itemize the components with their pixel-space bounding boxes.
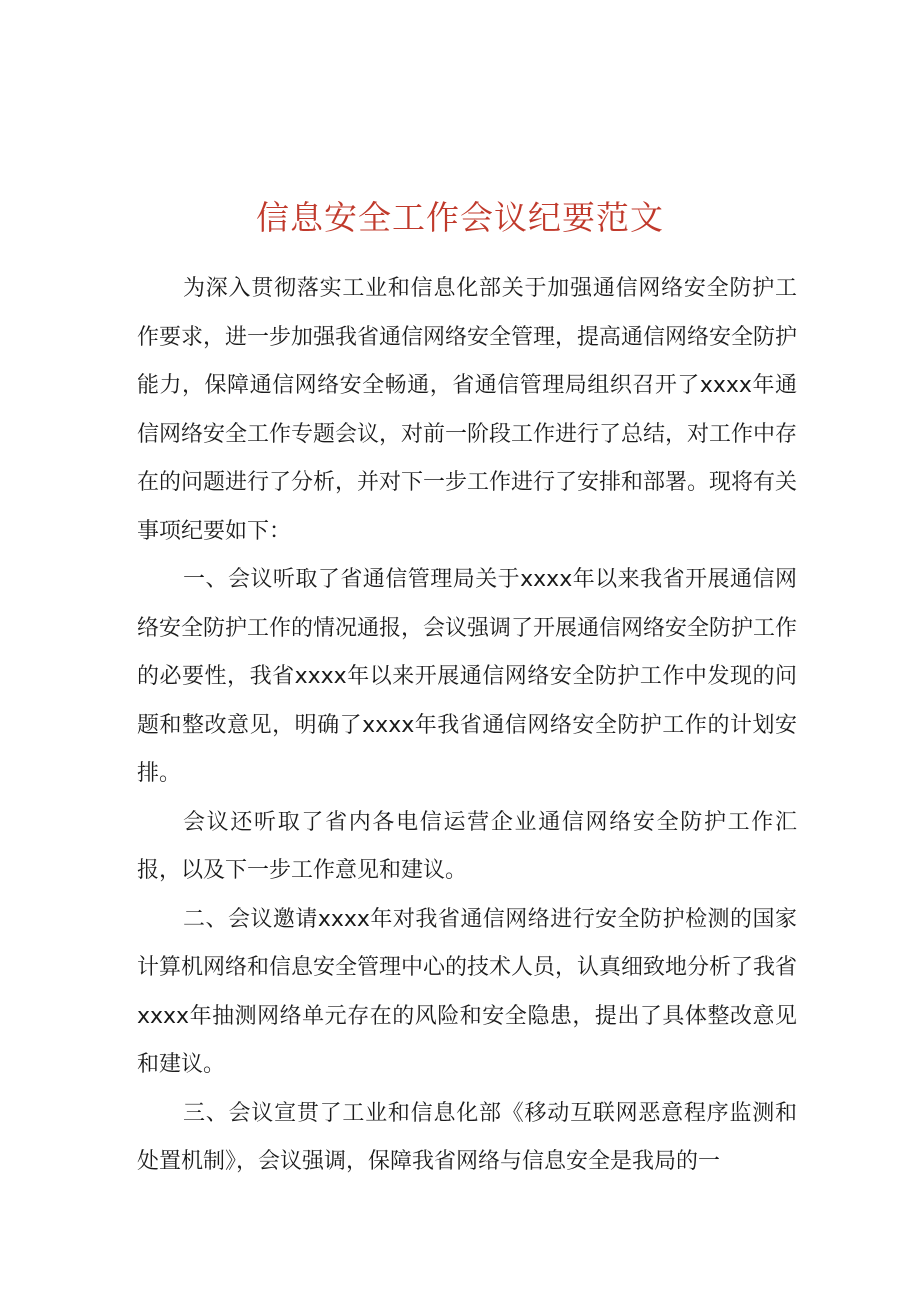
paragraph-item-one: 一、会议听取了省通信管理局关于xxxx年以来我省开展通信网络安全防护工作的情况通报，会议强调了开展通信网络安全防护工作的必要性，我省xxxx年以来开展通信网络安全防护工作中发现的问题和整改意见，明确了xxxx年我省通信网络安全防护工作的计划安排。 [137,567,798,786]
document-body [137,265,797,1187]
paragraph-reports: 会议还听取了省内各电信运营企业通信网络安全防护工作汇报，以及下一步工作意见和建议。 [137,809,797,883]
document-title: 信息安全工作会议纪要范文 [256,198,664,237]
paragraph-item-three: 三、会议宣贯了工业和信息化部《移动互联网恶意程序监测和处置机制》，会议强调，保障我省网络与信息安全是我局的一 [137,1100,797,1174]
paragraph-item-two: 二、会议邀请xxxx年对我省通信网络进行安全防护检测的国家计算机网络和信息安全管理中心的技术人员，认真细致地分析了我省xxxx年抽测网络单元存在的风险和安全隐患，提出了具体整改意见和建议。 [137,906,798,1077]
paragraph-intro: 为深入贯彻落实工业和信息化部关于加强通信网络安全防护工作要求，进一步加强我省通信网络安全管理，提高通信网络安全防护能力，保障通信网络安全畅通，省通信管理局组织召开了xxxx年通信网络安全工作专题会议，对前一阶段工作进行了总结，对工作中存在的问题进行了分析，并对下一步工作进行了安排和部署。现将有关事项纪要如下： [137,276,798,544]
